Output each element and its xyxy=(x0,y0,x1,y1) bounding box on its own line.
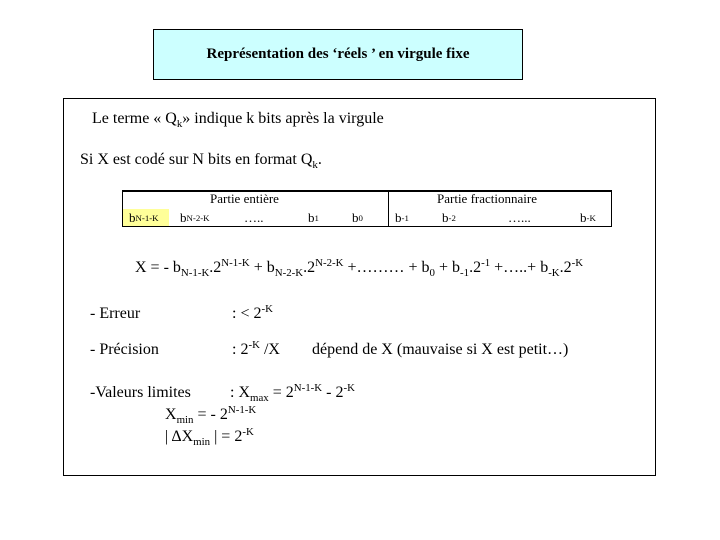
formula-x: X = - $b_{N-1-K}.2^{N-1-K} + b_{N-2-K}.2^{N-2-K}$ +……… + $b_0 + b_{-1}.2^{-1}$ +…..+ $b_{-K}.2^{-K}$ xyxy=(135,257,584,279)
bit-cell-ellipsis: …... xyxy=(508,209,531,225)
bit-cell-msb: b N-1-K xyxy=(123,209,169,226)
header-fractional-part: Partie fractionnaire xyxy=(437,191,537,206)
precision-label: - Précision xyxy=(90,341,159,358)
title-box xyxy=(153,29,523,80)
bit-cell: b 1 xyxy=(308,209,319,225)
page-title: Représentation des ‘réels ’ en virgule fixe xyxy=(206,46,470,62)
erreur-label: - Erreur xyxy=(90,305,141,322)
int-frac-separator xyxy=(388,190,389,227)
bit-table xyxy=(122,190,612,227)
bit-cell: b -1 xyxy=(395,209,409,225)
delta-xmin-formula: | $\Delta X_{min}$ | = $2^{-K}$ xyxy=(165,426,254,448)
precision-note: dépend de X (mauvaise si X est petit…) xyxy=(312,341,569,358)
limites-label: -Valeurs limites xyxy=(90,384,191,401)
bit-cell-lsb: b -K xyxy=(580,209,596,225)
header-integer-part: Partie entière xyxy=(210,191,279,206)
xmax-formula: : $X_{max} = 2^{N-1-K} - 2^{-K}$ xyxy=(230,382,355,404)
bit-cell: b 0 xyxy=(352,209,363,225)
line-format: Si X est codé sur N bits en format $Q_k$. xyxy=(80,151,322,171)
bit-cell: b N-2-K xyxy=(180,209,210,225)
bit-cell: b -2 xyxy=(442,209,456,225)
precision-value: : $2^{-K}$ /X xyxy=(232,339,280,358)
line-qk-definition: Le terme « $Q_k$» indique k bits après la virgule xyxy=(92,110,384,130)
bit-cell-ellipsis: ….. xyxy=(244,209,264,225)
erreur-value: : < $2^{-K}$ xyxy=(232,303,273,322)
xmin-formula: $X_{min}$ = - $2^{N-1-K}$ xyxy=(165,404,257,426)
